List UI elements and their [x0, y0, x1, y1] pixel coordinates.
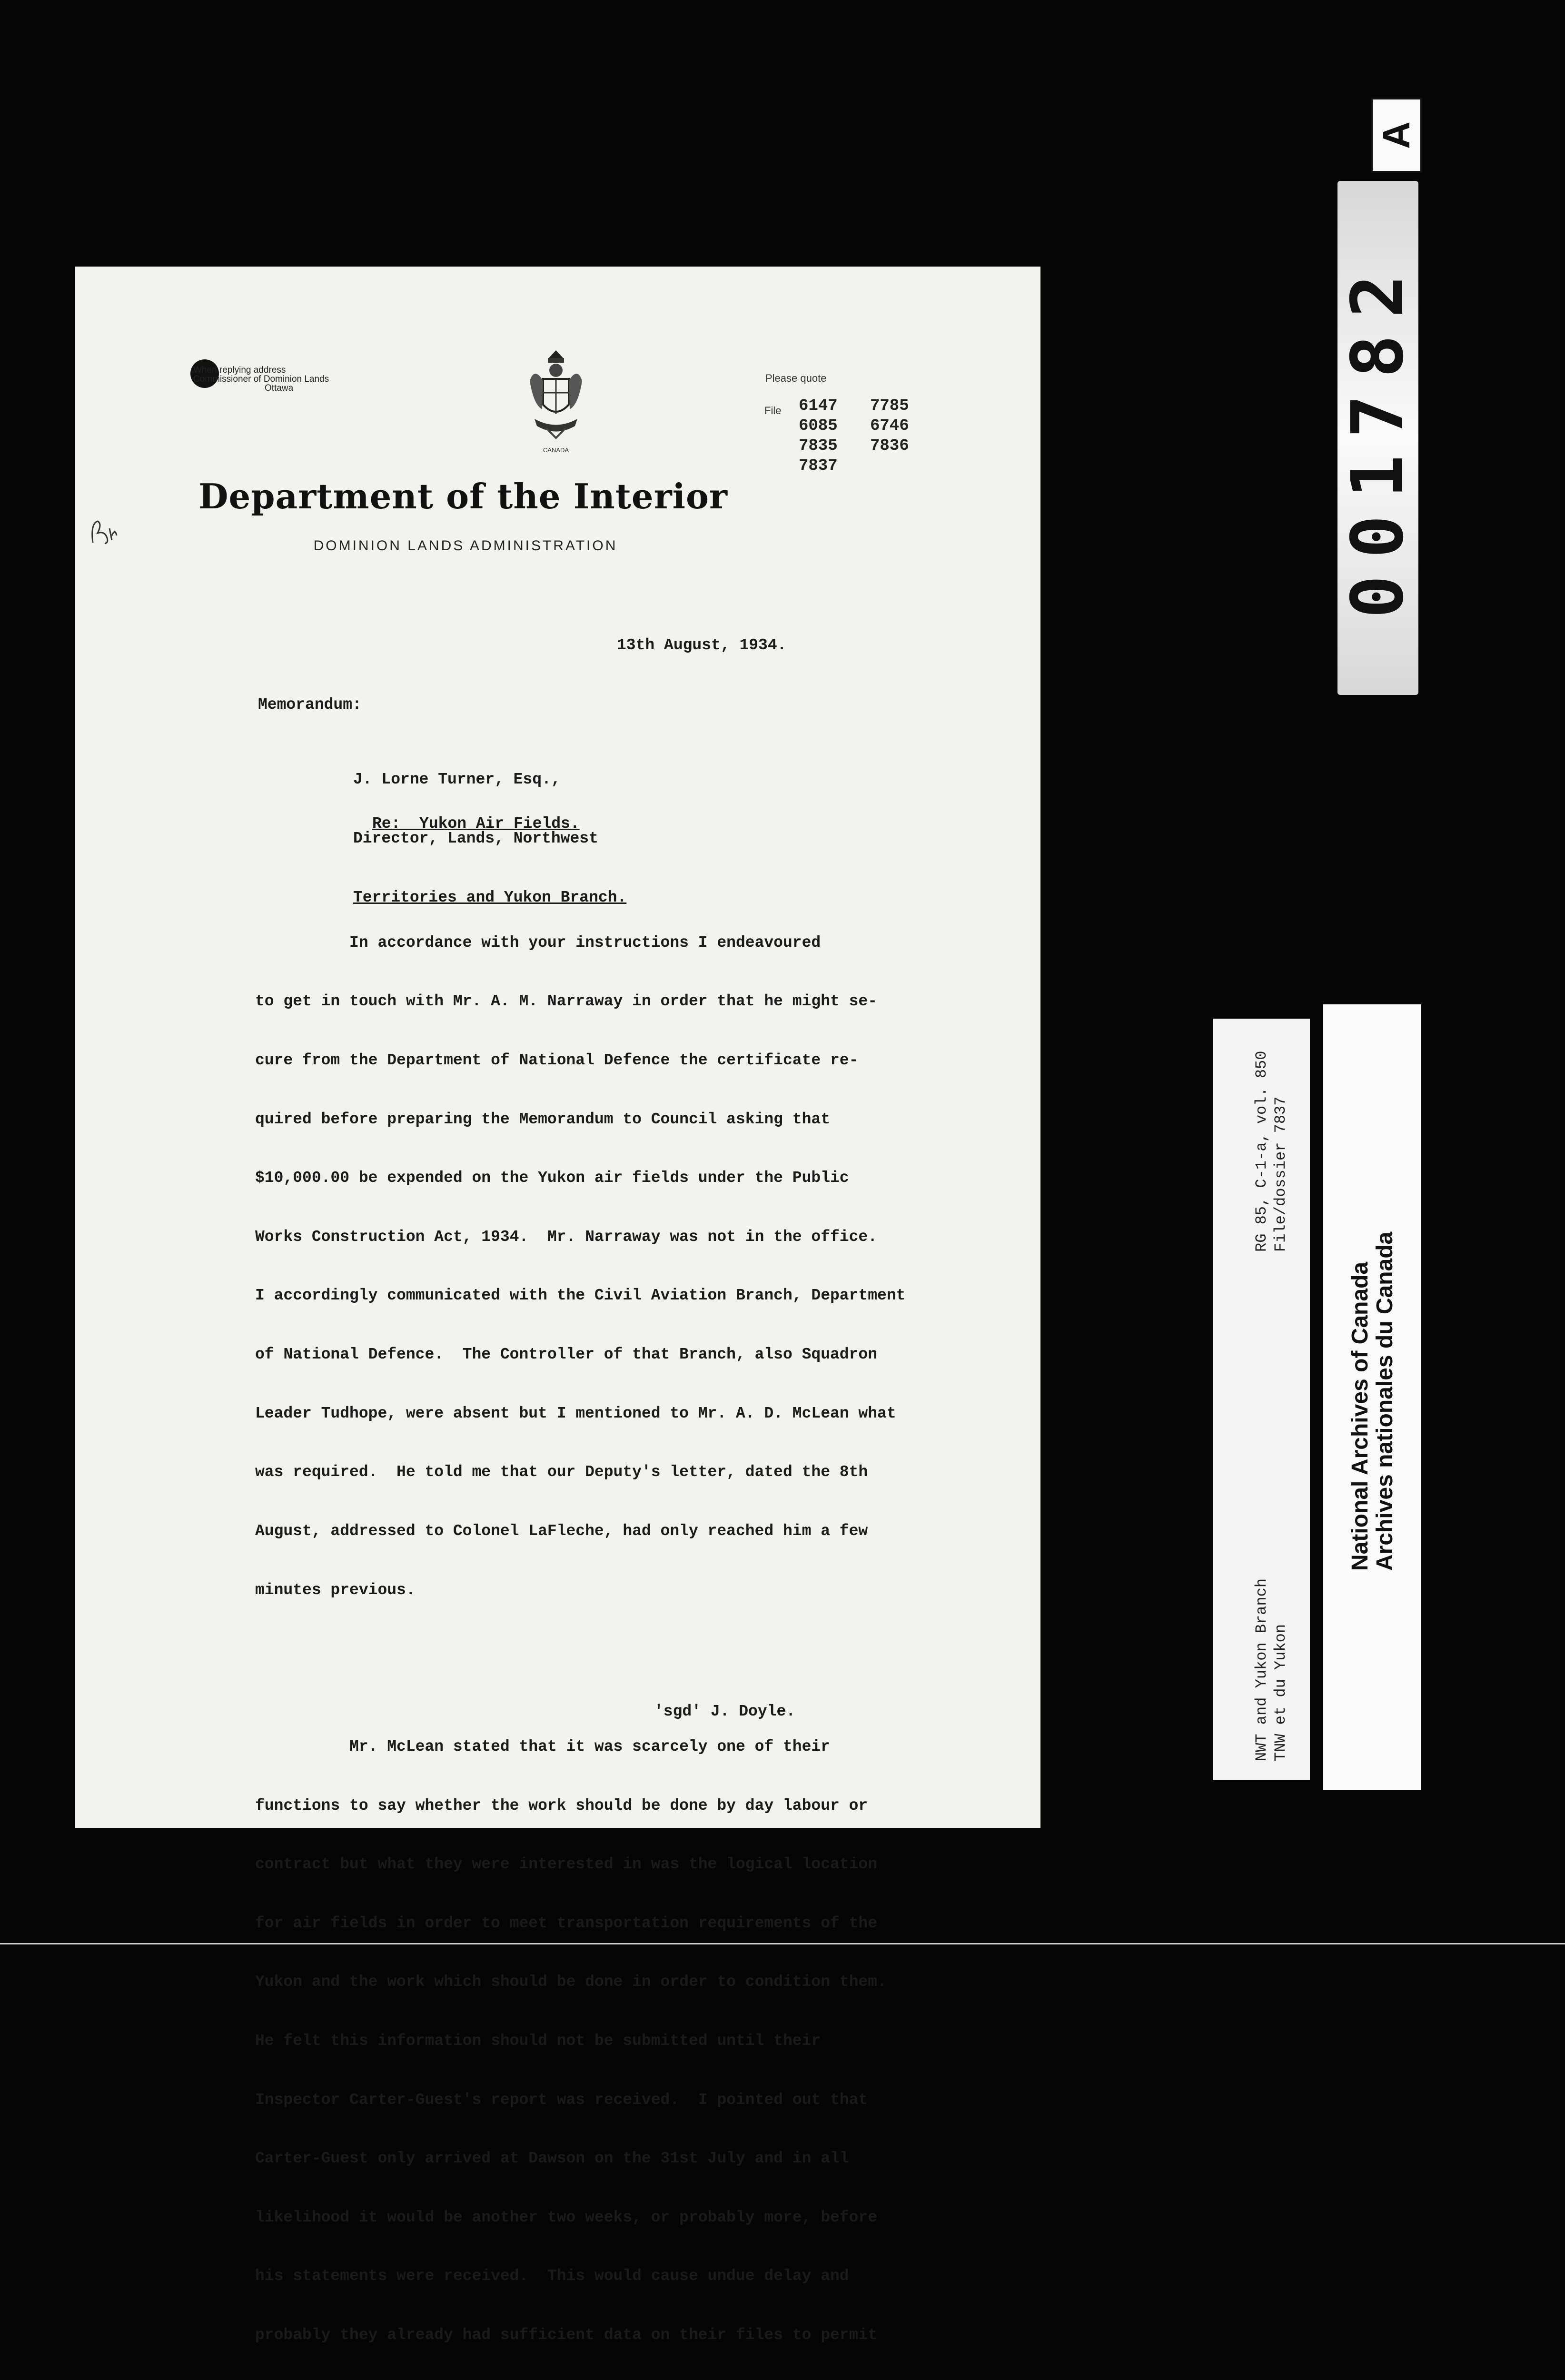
body-line: minutes previous.: [255, 1581, 416, 1599]
body-line: was required. He told me that our Deputy's letter, dated the 8th: [255, 1463, 868, 1481]
body-line: August, addressed to Colonel LaFleche, had only reached him a few: [255, 1522, 868, 1540]
reel-letter: A: [1375, 121, 1417, 149]
signature: 'sgd' J. Doyle.: [654, 1703, 796, 1720]
file-number: 7835: [799, 437, 838, 455]
paragraph: [255, 893, 905, 1639]
body-line: probably they already had sufficient data on their files to permit: [255, 2326, 878, 2344]
archive-file-label-rotated: [1213, 1019, 1310, 1780]
body-line: functions to say whether the work should be done by day labour or: [255, 1796, 868, 1815]
please-quote-label: Please quote: [765, 372, 827, 384]
branch-label-en: NWT and Yukon Branch: [1253, 1578, 1270, 1761]
archive-institution-label: [1323, 1004, 1421, 1790]
body-line: In accordance with your instructions I endeavoured: [255, 933, 821, 952]
body-line: for air fields in order to meet transportation requirements of the: [255, 1914, 878, 1932]
file-number: 6085: [799, 417, 838, 435]
file-number: 6147: [799, 397, 838, 415]
branch-label-fr: TNW et du Yukon: [1272, 1624, 1289, 1761]
addressee-line: Territories and Yukon Branch.: [353, 888, 627, 906]
reply-line: Ottawa: [265, 383, 294, 393]
file-label: File: [764, 405, 782, 416]
addressee-line: Director, Lands, Northwest: [353, 830, 598, 848]
archive-institution-label-rotated: [1323, 1004, 1421, 1790]
body-line: He felt this information should not be submitted until their: [255, 2032, 821, 2050]
file-number: 7836: [870, 437, 909, 455]
file-number: 6746: [870, 417, 909, 435]
administration-subtitle: DOMINION LANDS ADMINISTRATION: [313, 538, 618, 554]
coat-of-arms-icon: [520, 347, 592, 443]
subject-line: Re: Yukon Air Fields.: [372, 815, 580, 833]
reply-line: Commissioner of Dominion Lands: [193, 374, 329, 384]
institution-name-en: National Archives of Canada: [1347, 1261, 1373, 1571]
memo-heading: Memorandum:: [258, 696, 362, 714]
paragraph: [255, 1698, 905, 2380]
body-line: likelihood it would be another two weeks, or probably more, before: [255, 2208, 878, 2226]
body-line: Yukon and the work which should be done in order to condition them.: [255, 1973, 887, 1991]
reply-address-block: [193, 366, 329, 393]
body-line: Leader Tudhope, were absent but I mentioned to Mr. A. D. McLean what: [255, 1404, 896, 1422]
reel-number-wrap: [1337, 181, 1418, 695]
institution-name-fr: Archives nationales du Canada: [1372, 1231, 1397, 1571]
memo-date: 13th August, 1934.: [617, 636, 787, 654]
file-numbers: [799, 396, 941, 476]
body-line: $10,000.00 be expended on the Yukon air fields under the Public: [255, 1169, 849, 1187]
film-edge-line: [0, 1943, 1565, 1944]
reply-line: When replying address: [193, 365, 286, 375]
reel-number: 001782: [1337, 258, 1419, 618]
file-dossier-label: File/dossier 7837: [1272, 1096, 1289, 1252]
handwritten-initials-icon: [86, 514, 124, 552]
body-line: quired before preparing the Memorandum to Council asking that: [255, 1110, 830, 1128]
body-line: contract but what they were interested in was the logical location: [255, 1855, 878, 1874]
addressee-line: J. Lorne Turner, Esq.,: [353, 771, 561, 789]
body-line: I accordingly communicated with the Civil Aviation Branch, Department: [255, 1287, 906, 1305]
body-line: Inspector Carter-Guest's report was received. I pointed out that: [255, 2091, 868, 2109]
file-number: 7837: [799, 457, 838, 475]
body-line: his statements were received. This would cause undue delay and: [255, 2267, 849, 2285]
body-line: Works Construction Act, 1934. Mr. Narraway was not in the office.: [255, 1228, 878, 1246]
reel-letter-badge: [1371, 98, 1422, 173]
body-line: Carter-Guest only arrived at Dawson on the 31st July and in all: [255, 2150, 849, 2168]
file-number: 7785: [870, 397, 909, 415]
crest-label: CANADA: [543, 446, 569, 454]
body-line: to get in touch with Mr. A. M. Narraway in order that he might se-: [255, 992, 878, 1011]
body-line: cure from the Department of National Defence the certificate re-: [255, 1051, 859, 1070]
department-title: Department of the Interior: [198, 476, 728, 516]
body-line: Mr. McLean stated that it was scarcely one of their: [255, 1737, 830, 1755]
archive-file-label: [1213, 1019, 1310, 1780]
memo-body: [255, 854, 905, 2380]
document-page: [75, 267, 1040, 2344]
record-group-label: RG 85, C-1-a, vol. 850: [1253, 1051, 1270, 1252]
body-line: of National Defence. The Controller of that Branch, also Squadron: [255, 1346, 878, 1364]
